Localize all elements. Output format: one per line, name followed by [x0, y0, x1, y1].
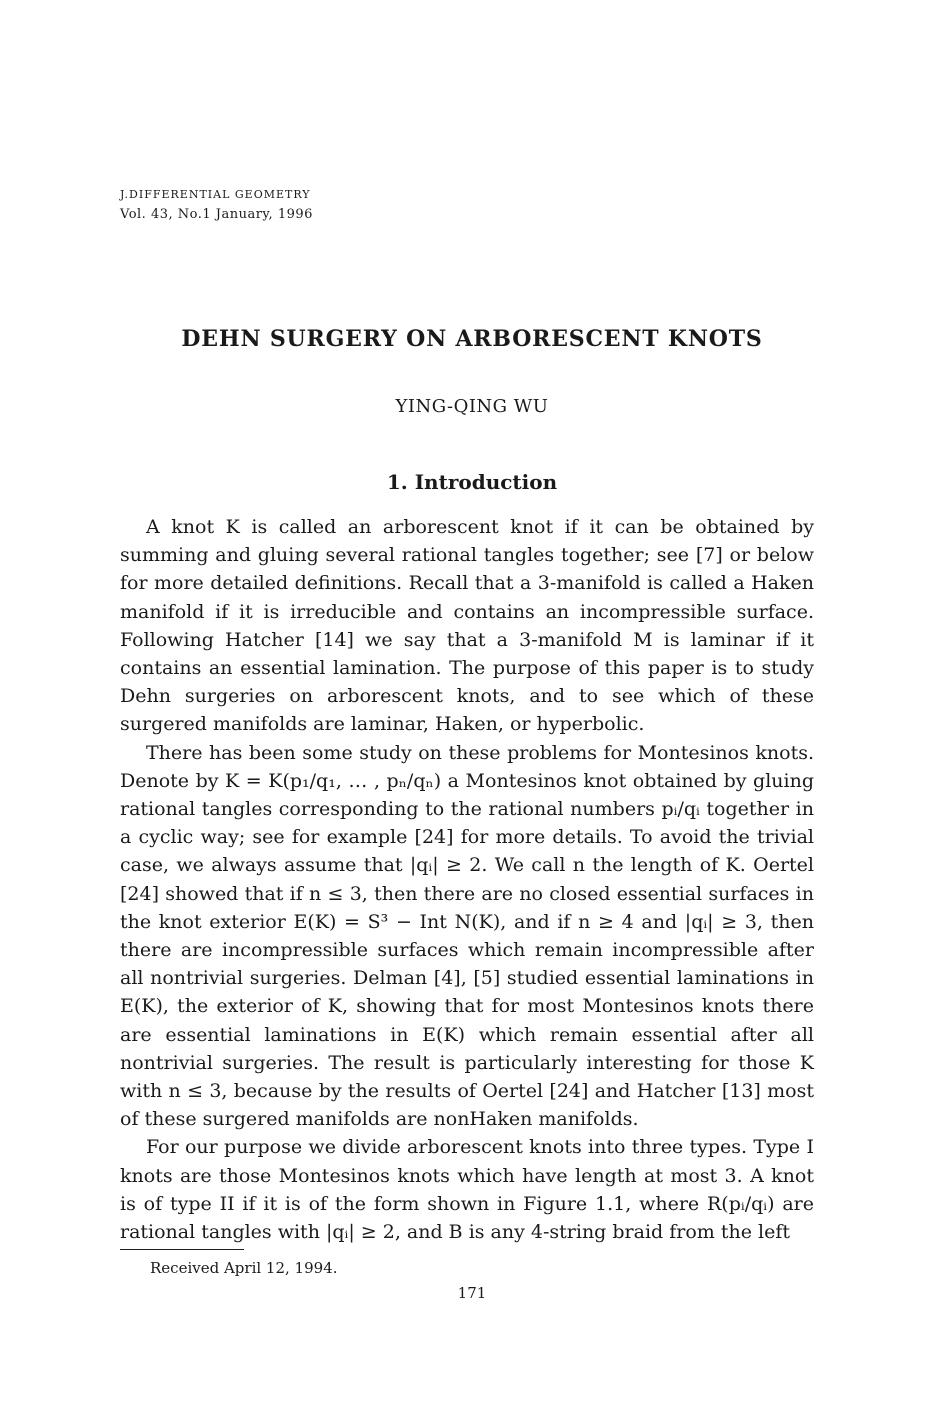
journal-volume: Vol. 43, No.1 January, 1996 [120, 207, 313, 222]
paper-title: DEHN SURGERY ON ARBORESCENT KNOTS [181, 326, 763, 352]
body-text [120, 513, 814, 1246]
paragraph-2: There has been some study on these problems for Montesinos knots. Denote by K = K(p₁/q₁, … , pₙ/qₙ) a Montesinos knot obtained by gluing rational tangles corresponding to the rational numbers pᵢ/qᵢ together in a cyclic way; see for example [24] for more details. To avoid the trivial case, we always assume that |qᵢ| ≥ 2. We call n the length of K. Oertel [24] showed that if n ≤ 3, then there are no closed essential surfaces in the knot exterior E(K) = S³ − Int N(K), and if n ≥ 4 and |qᵢ| ≥ 3, then there are incompressible surfaces which remain incompressible after all nontrivial surgeries. Delman [4], [5] studied essential laminations in E(K), the exterior of K, showing that for most Montesinos knots there are essential laminations in E(K) which remain essential after all nontrivial surgeries. The result is particularly interesting for those K with n ≤ 3, because by the results of Oertel [24] and Hatcher [13] most of these surgered manifolds are nonHaken manifolds. [120, 741, 814, 1131]
page-number: 171 [457, 1284, 487, 1302]
footnote-rule [120, 1249, 244, 1250]
footnote: Received April 12, 1994. [150, 1259, 338, 1277]
paragraph-1: A knot K is called an arborescent knot if it can be obtained by summing and gluing several rational tangles together; see [7] or below for more detailed definitions. Recall that a 3-manifold is called a Haken manifold if it is irreducible and contains an incompressible surface. Following Hatcher [14] we say that a 3-manifold M is laminar if it contains an essential lamination. The purpose of this paper is to study Dehn surgeries on arborescent knots, and to see which of these surgered manifolds are laminar, Haken, or hyperbolic. [120, 516, 814, 736]
paper-author: YING-QING WU [395, 396, 549, 417]
journal-name: J.DIFFERENTIAL GEOMETRY [120, 188, 311, 201]
section-heading: 1. Introduction [386, 470, 558, 494]
journal-header [120, 185, 313, 225]
paragraph-3: For our purpose we divide arborescent knots into three types. Type I knots are those Montesinos knots which have length at most 3. A knot is of type II if it is of the form shown in Figure 1.1, where R(pᵢ/qᵢ) are rational tangles with |qᵢ| ≥ 2, and B is any 4-string braid from the left [120, 1136, 814, 1244]
